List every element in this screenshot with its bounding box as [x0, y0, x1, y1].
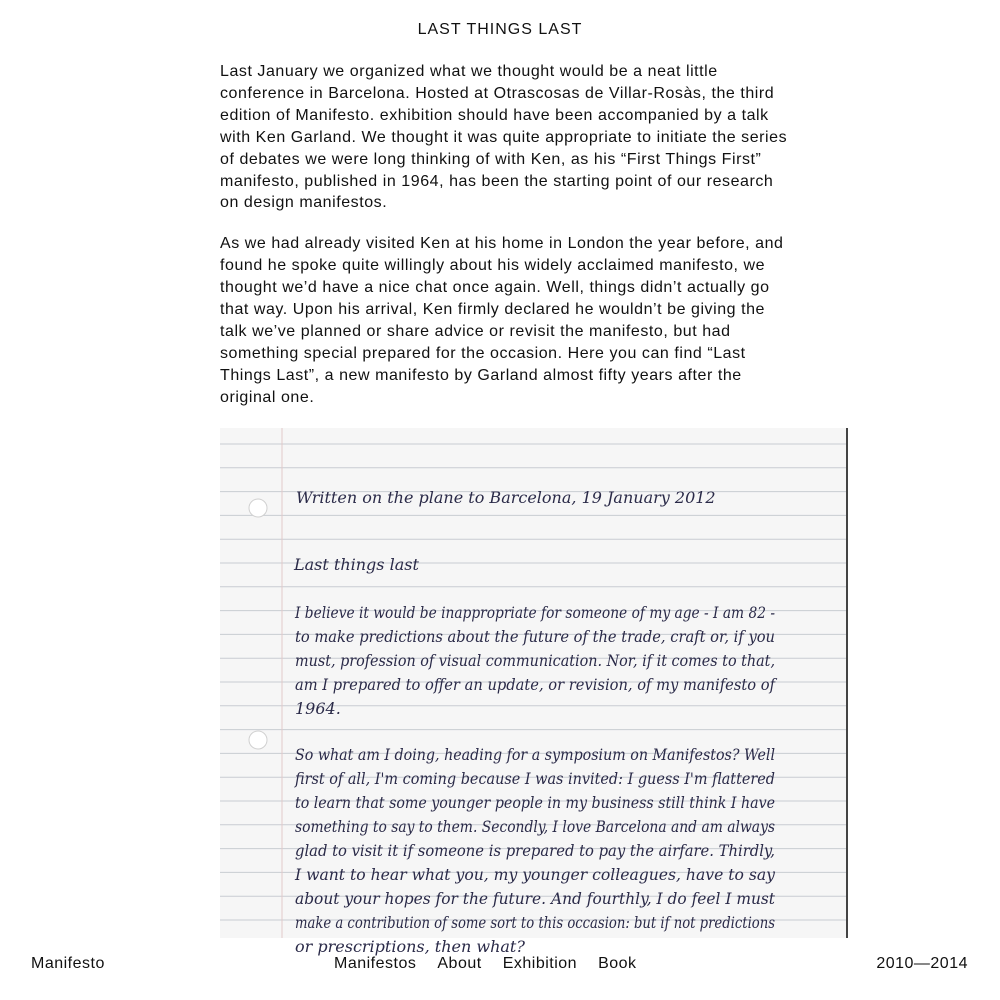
manuscript-line: something to say to them. Secondly, I love Barcelona and am always: [295, 817, 775, 836]
footer-nav: [334, 955, 637, 973]
manuscript-line: glad to visit it if someone is prepared to pay the airfare. Thirdly,: [295, 841, 775, 860]
brand-link[interactable]: Manifesto: [31, 955, 105, 972]
years-label: 2010—2014: [876, 955, 968, 972]
nav-book[interactable]: Book: [598, 955, 637, 972]
nav-exhibition[interactable]: Exhibition: [502, 955, 578, 972]
binder-hole: [249, 499, 267, 517]
footer-bar: [0, 955, 1000, 979]
article-paragraph: As we had already visited Ken at his home in London the year before, and found he spoke quite willingly about his widely acclaimed manifesto, we thought we’d have a nice chat once again. Well, things didn’t actually go that way. Upon his arrival, Ken firmly declared he wouldn’t be giving the talk we’ve planned or share advice or revisit the manifesto, but had something special prepared for the occasion. Here you can find “Last Things Last”, a new manifesto by Garland almost fifty years after the original one.: [220, 235, 784, 406]
manuscript-line: make a contribution of some sort to this occasion: but if not predictions: [295, 913, 775, 932]
handwritten-manifesto-scan: [220, 428, 848, 956]
manuscript-line: 1964.: [295, 699, 341, 718]
manuscript-title: Last things last: [294, 555, 419, 574]
manuscript-line: to learn that some younger people in my business still think I have: [295, 793, 775, 812]
manuscript-line: am I prepared to offer an update, or revision, of my manifesto of: [295, 675, 778, 694]
manuscript-line: first of all, I'm coming because I was invited: I guess I'm flattered: [294, 769, 775, 788]
page-title: LAST THINGS LAST: [417, 21, 583, 38]
manuscript-line: about your hopes for the future. And fourthly, I do feel I must: [295, 889, 776, 908]
article-body: [220, 61, 790, 428]
nav-about[interactable]: About: [437, 955, 482, 972]
binder-hole: [249, 731, 267, 749]
manuscript-line: So what am I doing, heading for a symposium on Manifestos? Well: [295, 745, 775, 764]
article-paragraph: Last January we organized what we thought would be a neat little conference in Barcelona. Hosted at Otrascosas de Villar-Rosàs, the third edition of Manifesto. exhibition should have been accompanied by a talk with Ken Garland. We thought it was quite appropriate to initiate the series of debates we were long thinking of with Ken, as his “First Things First” manifesto, published in 1964, has been the starting point of our research on design manifestos.: [220, 63, 788, 212]
manuscript-line: to make predictions about the future of the trade, craft or, if you: [295, 627, 775, 646]
ruled-paper: [220, 428, 846, 956]
manuscript-line: I believe it would be inappropriate for someone of my age - I am 82 -: [294, 603, 775, 622]
manuscript-line: or prescriptions, then what?: [295, 937, 525, 956]
manuscript-header: Written on the plane to Barcelona, 19 January 2012: [296, 488, 716, 507]
manuscript-line: must, profession of visual communication. Nor, if it comes to that,: [295, 651, 775, 670]
nav-manifestos[interactable]: Manifestos: [334, 955, 417, 972]
manuscript-line: I want to hear what you, my younger colleagues, have to say: [294, 865, 776, 884]
